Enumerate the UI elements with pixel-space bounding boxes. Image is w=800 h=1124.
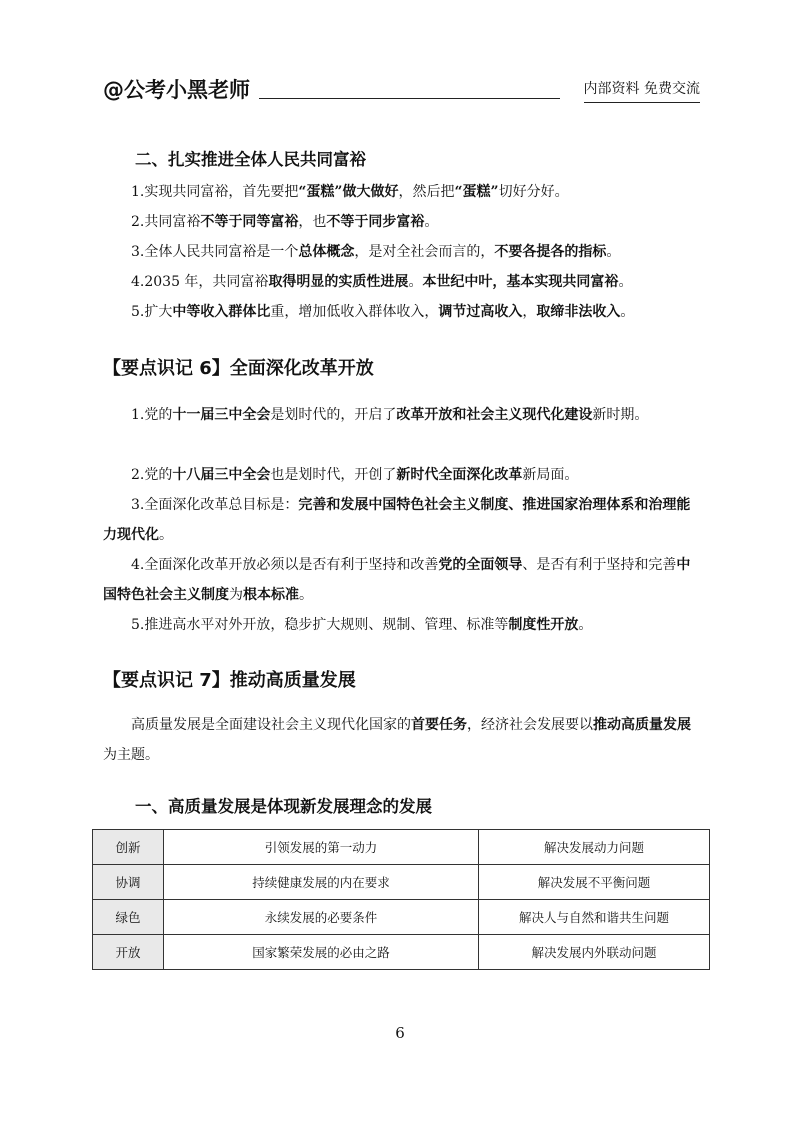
role-cell: 国家繁荣发展的必由之路 <box>164 935 479 970</box>
solves-cell: 解决发展动力问题 <box>479 830 710 865</box>
common-prosperity-item-3: 3.全体人民共同富裕是一个总体概念，是对全社会而言的，不要各提各的指标。 <box>131 244 621 260</box>
concept-cell: 开放 <box>93 935 164 970</box>
point-6-item-5: 5.推进高水平对外开放，稳步扩大规则、规制、管理、标准等制度性开放。 <box>131 617 593 633</box>
point-6-title: 【要点识记 6】全面深化改革开放 <box>103 358 374 379</box>
section-title-common-prosperity: 二、扎实推进全体人民共同富裕 <box>135 150 366 169</box>
point-6-item-3: 3.全面深化改革总目标是：完善和发展中国特色社会主义制度、推进国家治理体系和治理能力现代化。 <box>103 497 691 543</box>
solves-cell: 解决人与自然和谐共生问题 <box>479 900 710 935</box>
point-7-subtitle: 一、高质量发展是体现新发展理念的发展 <box>135 797 432 816</box>
role-cell: 持续健康发展的内在要求 <box>164 865 479 900</box>
common-prosperity-item-5: 5.扩大中等收入群体比重，增加低收入群体收入，调节过高收入，取缔非法收入。 <box>131 304 635 320</box>
table-row <box>93 865 710 900</box>
concept-cell: 创新 <box>93 830 164 865</box>
common-prosperity-item-1: 1.实现共同富裕，首先要把“蛋糕”做大做好，然后把“蛋糕”切好分好。 <box>131 184 569 200</box>
brand-title: @公考小黑老师 <box>103 78 250 102</box>
role-cell: 永续发展的必要条件 <box>164 900 479 935</box>
table-row <box>93 935 710 970</box>
page-header <box>103 78 700 104</box>
table-row <box>93 830 710 865</box>
common-prosperity-item-4: 4.2035 年，共同富裕取得明显的实质性进展。本世纪中叶，基本实现共同富裕。 <box>131 274 633 290</box>
point-7-intro: 高质量发展是全面建设社会主义现代化国家的首要任务，经济社会发展要以推动高质量发展为主题。 <box>103 717 691 763</box>
point-6-item-2: 2.党的十八届三中全会也是划时代，开创了新时代全面深化改革新局面。 <box>131 467 579 483</box>
header-note: 内部资料 免费交流 <box>584 80 700 103</box>
solves-cell: 解决发展内外联动问题 <box>479 935 710 970</box>
solves-cell: 解决发展不平衡问题 <box>479 865 710 900</box>
page-number: 6 <box>395 1024 405 1042</box>
point-6-item-1: 1.党的十一届三中全会是划时代的，开启了改革开放和社会主义现代化建设新时期。 <box>131 407 649 423</box>
point-6-item-4: 4.全面深化改革开放必须以是否有利于坚持和改善党的全面领导、是否有利于坚持和完善中国特色社会主义制度为根本标准。 <box>103 557 691 603</box>
concept-cell: 协调 <box>93 865 164 900</box>
point-7-title: 【要点识记 7】推动高质量发展 <box>103 670 356 691</box>
common-prosperity-item-2: 2.共同富裕不等于同等富裕，也不等于同步富裕。 <box>131 214 439 230</box>
concept-cell: 绿色 <box>93 900 164 935</box>
new-development-concepts-table <box>92 829 710 970</box>
header-rule <box>259 98 560 99</box>
table-row <box>93 900 710 935</box>
role-cell: 引领发展的第一动力 <box>164 830 479 865</box>
